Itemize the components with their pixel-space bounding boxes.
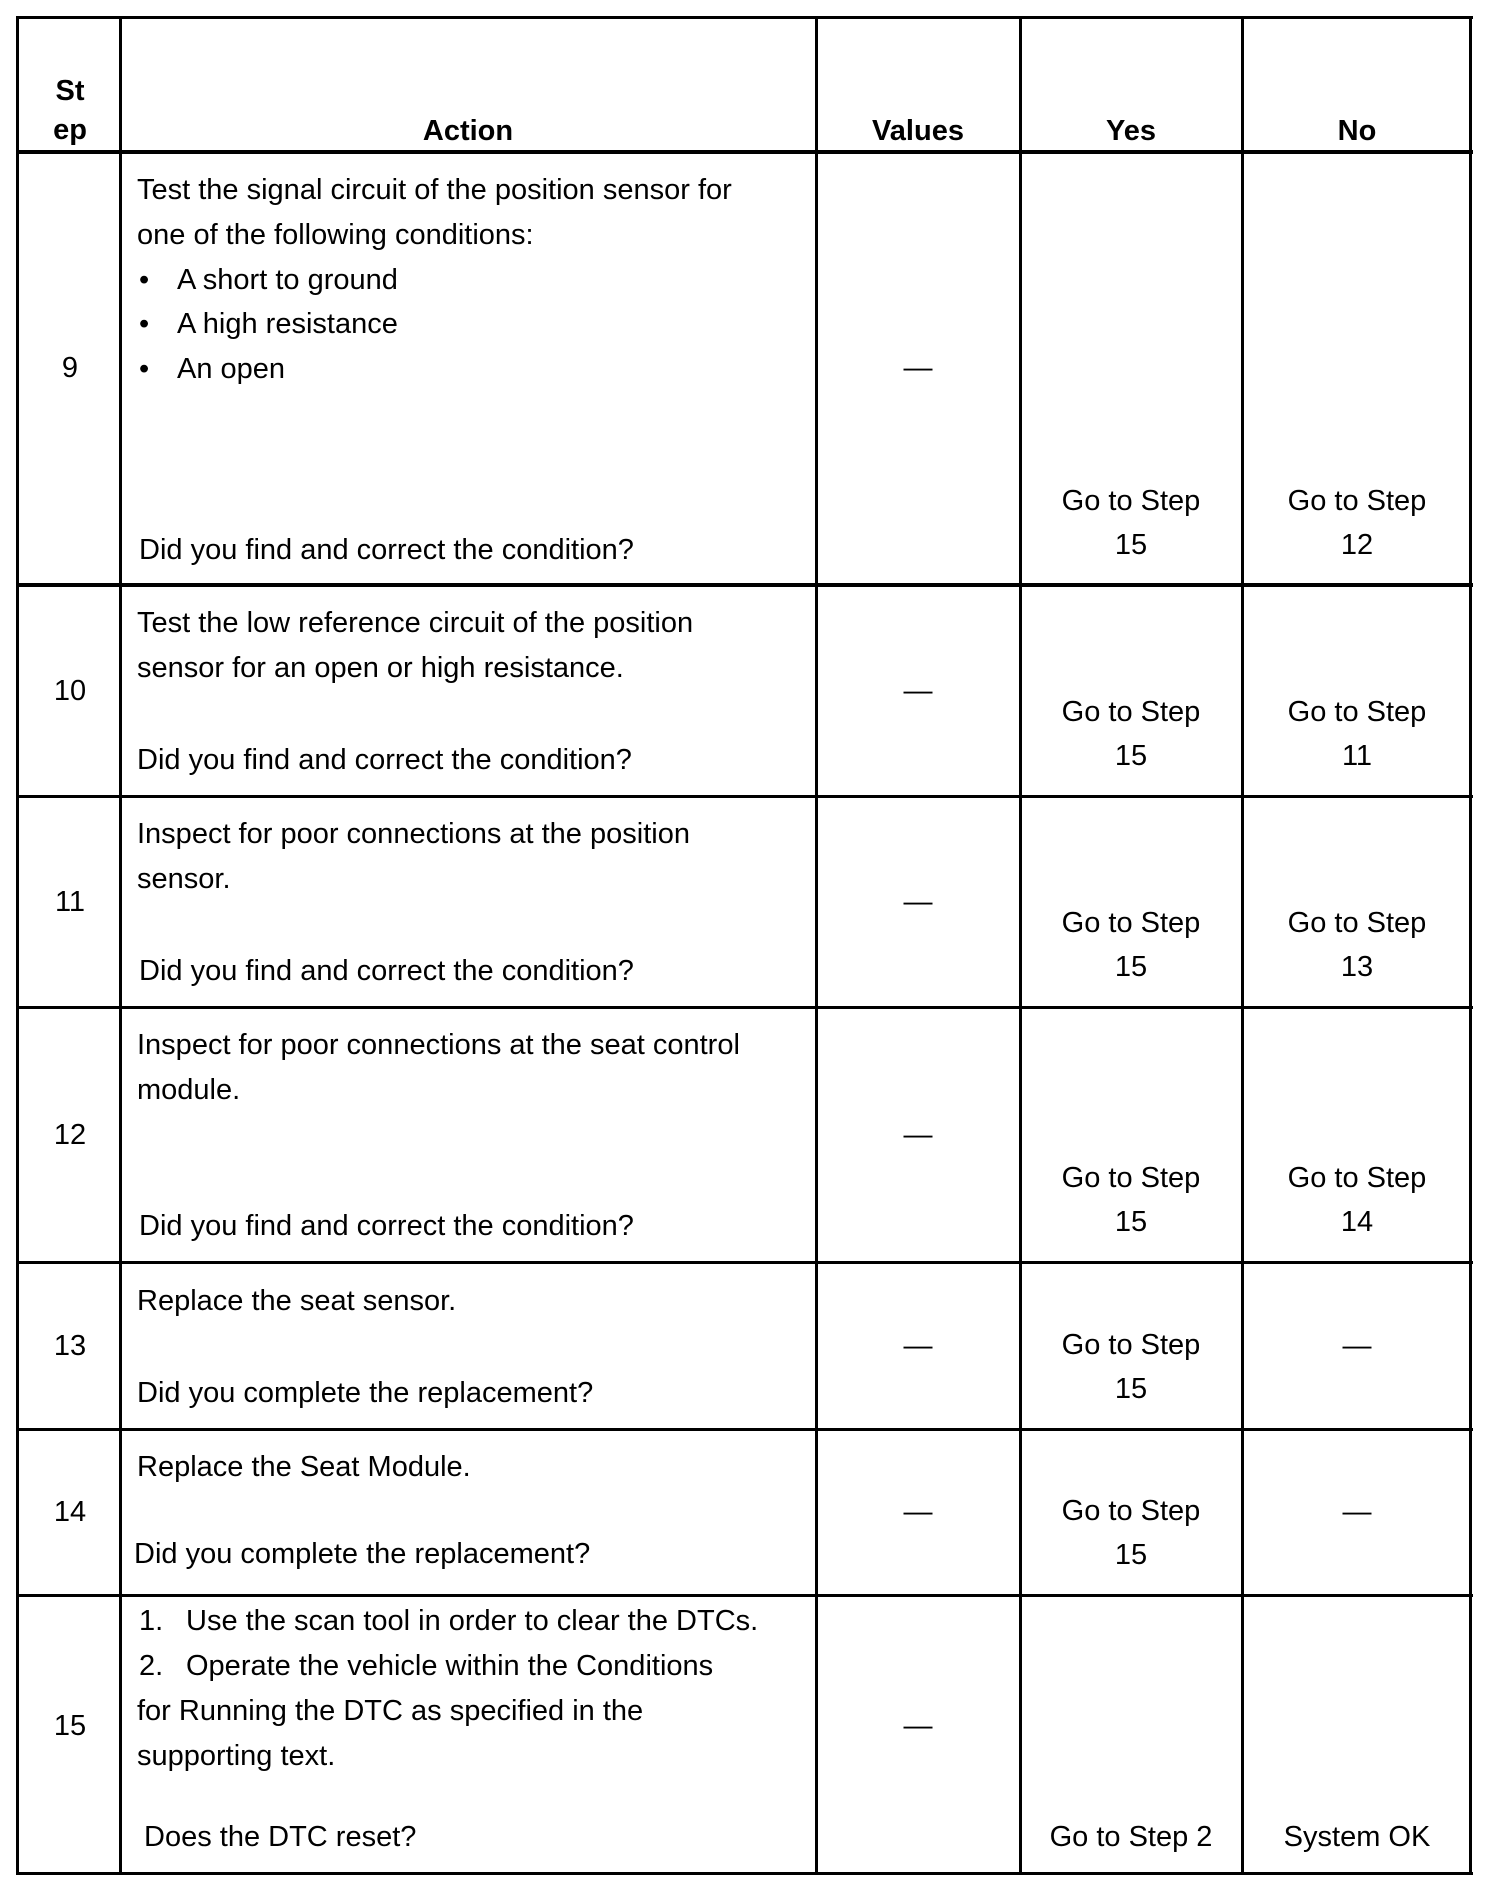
table-border-top (16, 16, 1473, 19)
question-text: Did you find and correct the condition? (139, 1210, 634, 1242)
bullet-icon: • (139, 308, 150, 340)
list-item: Operate the vehicle within the Conditions (186, 1650, 714, 1682)
question-text: Did you complete the replacement? (134, 1538, 591, 1570)
value-dash: — (903, 886, 933, 918)
bullet-item: A short to ground (177, 264, 398, 296)
no-result: — (1342, 1496, 1372, 1528)
row-divider (16, 1261, 1473, 1264)
step-number: 13 (53, 1330, 87, 1362)
list-item: Use the scan tool in order to clear the DTCs. (186, 1605, 759, 1637)
yes-result: Go to Step 2 (1049, 1821, 1213, 1853)
action-text: one of the following conditions: (137, 219, 534, 251)
yes-result-line2: 15 (1114, 740, 1148, 772)
value-dash: — (903, 1330, 933, 1362)
step-number: 12 (53, 1119, 87, 1151)
no-result: — (1342, 1330, 1372, 1362)
yes-result-line2: 15 (1114, 1373, 1148, 1405)
header-step (20, 72, 120, 150)
action-text: Replace the seat sensor. (137, 1285, 457, 1317)
question-text: Did you find and correct the condition? (137, 744, 632, 776)
action-text: for Running the DTC as specified in the (137, 1695, 644, 1727)
header-action: Action (422, 115, 514, 147)
yes-result (1022, 1156, 1240, 1244)
bullet-icon: • (139, 353, 150, 385)
no-result-line2: 13 (1340, 951, 1374, 983)
yes-result-line1: Go to Step (1061, 1329, 1201, 1361)
no-result-line1: Go to Step (1287, 1162, 1427, 1194)
row-divider (16, 1594, 1473, 1597)
no-result-line2: 14 (1340, 1206, 1374, 1238)
yes-result (1022, 479, 1240, 567)
header-step-line1: St (55, 75, 85, 107)
action-text: Test the low reference circuit of the position (137, 607, 694, 639)
yes-result (1022, 690, 1240, 778)
value-dash: — (903, 1119, 933, 1151)
question-text: Did you find and correct the condition? (139, 955, 634, 987)
no-result: System OK (1283, 1821, 1431, 1853)
yes-result-line1: Go to Step (1061, 1162, 1201, 1194)
step-number: 10 (53, 675, 87, 707)
row-divider (16, 1428, 1473, 1431)
bullet-item: An open (177, 353, 286, 385)
row-divider (16, 795, 1473, 798)
row-divider (16, 583, 1473, 587)
list-number: 1. (139, 1605, 164, 1637)
header-values: Values (872, 115, 964, 147)
action-text: supporting text. (137, 1740, 336, 1772)
no-result (1244, 901, 1470, 989)
row-divider (16, 1006, 1473, 1009)
yes-result-line2: 15 (1114, 1206, 1148, 1238)
step-number: 11 (54, 886, 86, 918)
action-text: Replace the Seat Module. (137, 1451, 471, 1483)
step-number: 15 (53, 1710, 87, 1742)
no-result-line1: Go to Step (1287, 907, 1427, 939)
question-text: Did you find and correct the condition? (139, 534, 634, 566)
bullet-item: A high resistance (177, 308, 398, 340)
no-result-line2: 12 (1340, 529, 1374, 561)
yes-result-line1: Go to Step (1061, 485, 1201, 517)
value-dash: — (903, 675, 933, 707)
no-result (1244, 690, 1470, 778)
no-result (1244, 479, 1470, 567)
no-result-line1: Go to Step (1287, 696, 1427, 728)
question-text: Did you complete the replacement? (137, 1377, 594, 1409)
header-no: No (1337, 115, 1377, 147)
table-border-bottom (16, 1872, 1473, 1875)
no-result-line1: Go to Step (1287, 485, 1427, 517)
header-step-line2: ep (53, 114, 87, 146)
action-text: sensor for an open or high resistance. (137, 652, 624, 684)
header-yes: Yes (1106, 115, 1156, 147)
yes-result-line2: 15 (1114, 951, 1148, 983)
step-number: 9 (61, 352, 79, 384)
no-result-line2: 11 (1341, 740, 1373, 772)
list-number: 2. (139, 1650, 164, 1682)
yes-result-line2: 15 (1114, 529, 1148, 561)
action-text: Inspect for poor connections at the position (137, 818, 690, 850)
bullet-icon: • (139, 264, 150, 296)
action-text: module. (137, 1074, 241, 1106)
action-text: sensor. (137, 863, 231, 895)
value-dash: — (903, 1496, 933, 1528)
yes-result-line1: Go to Step (1061, 907, 1201, 939)
value-dash: — (903, 352, 933, 384)
action-text: Test the signal circuit of the position sensor for (137, 174, 732, 206)
yes-result-line2: 15 (1114, 1539, 1148, 1571)
step-number: 14 (53, 1496, 87, 1528)
yes-result-line1: Go to Step (1061, 696, 1201, 728)
no-result (1244, 1156, 1470, 1244)
question-text: Does the DTC reset? (144, 1821, 417, 1853)
yes-result-line1: Go to Step (1061, 1495, 1201, 1527)
yes-result (1022, 1489, 1240, 1577)
yes-result (1022, 901, 1240, 989)
value-dash: — (903, 1710, 933, 1742)
action-text: Inspect for poor connections at the seat control (137, 1029, 740, 1061)
yes-result (1022, 1323, 1240, 1411)
